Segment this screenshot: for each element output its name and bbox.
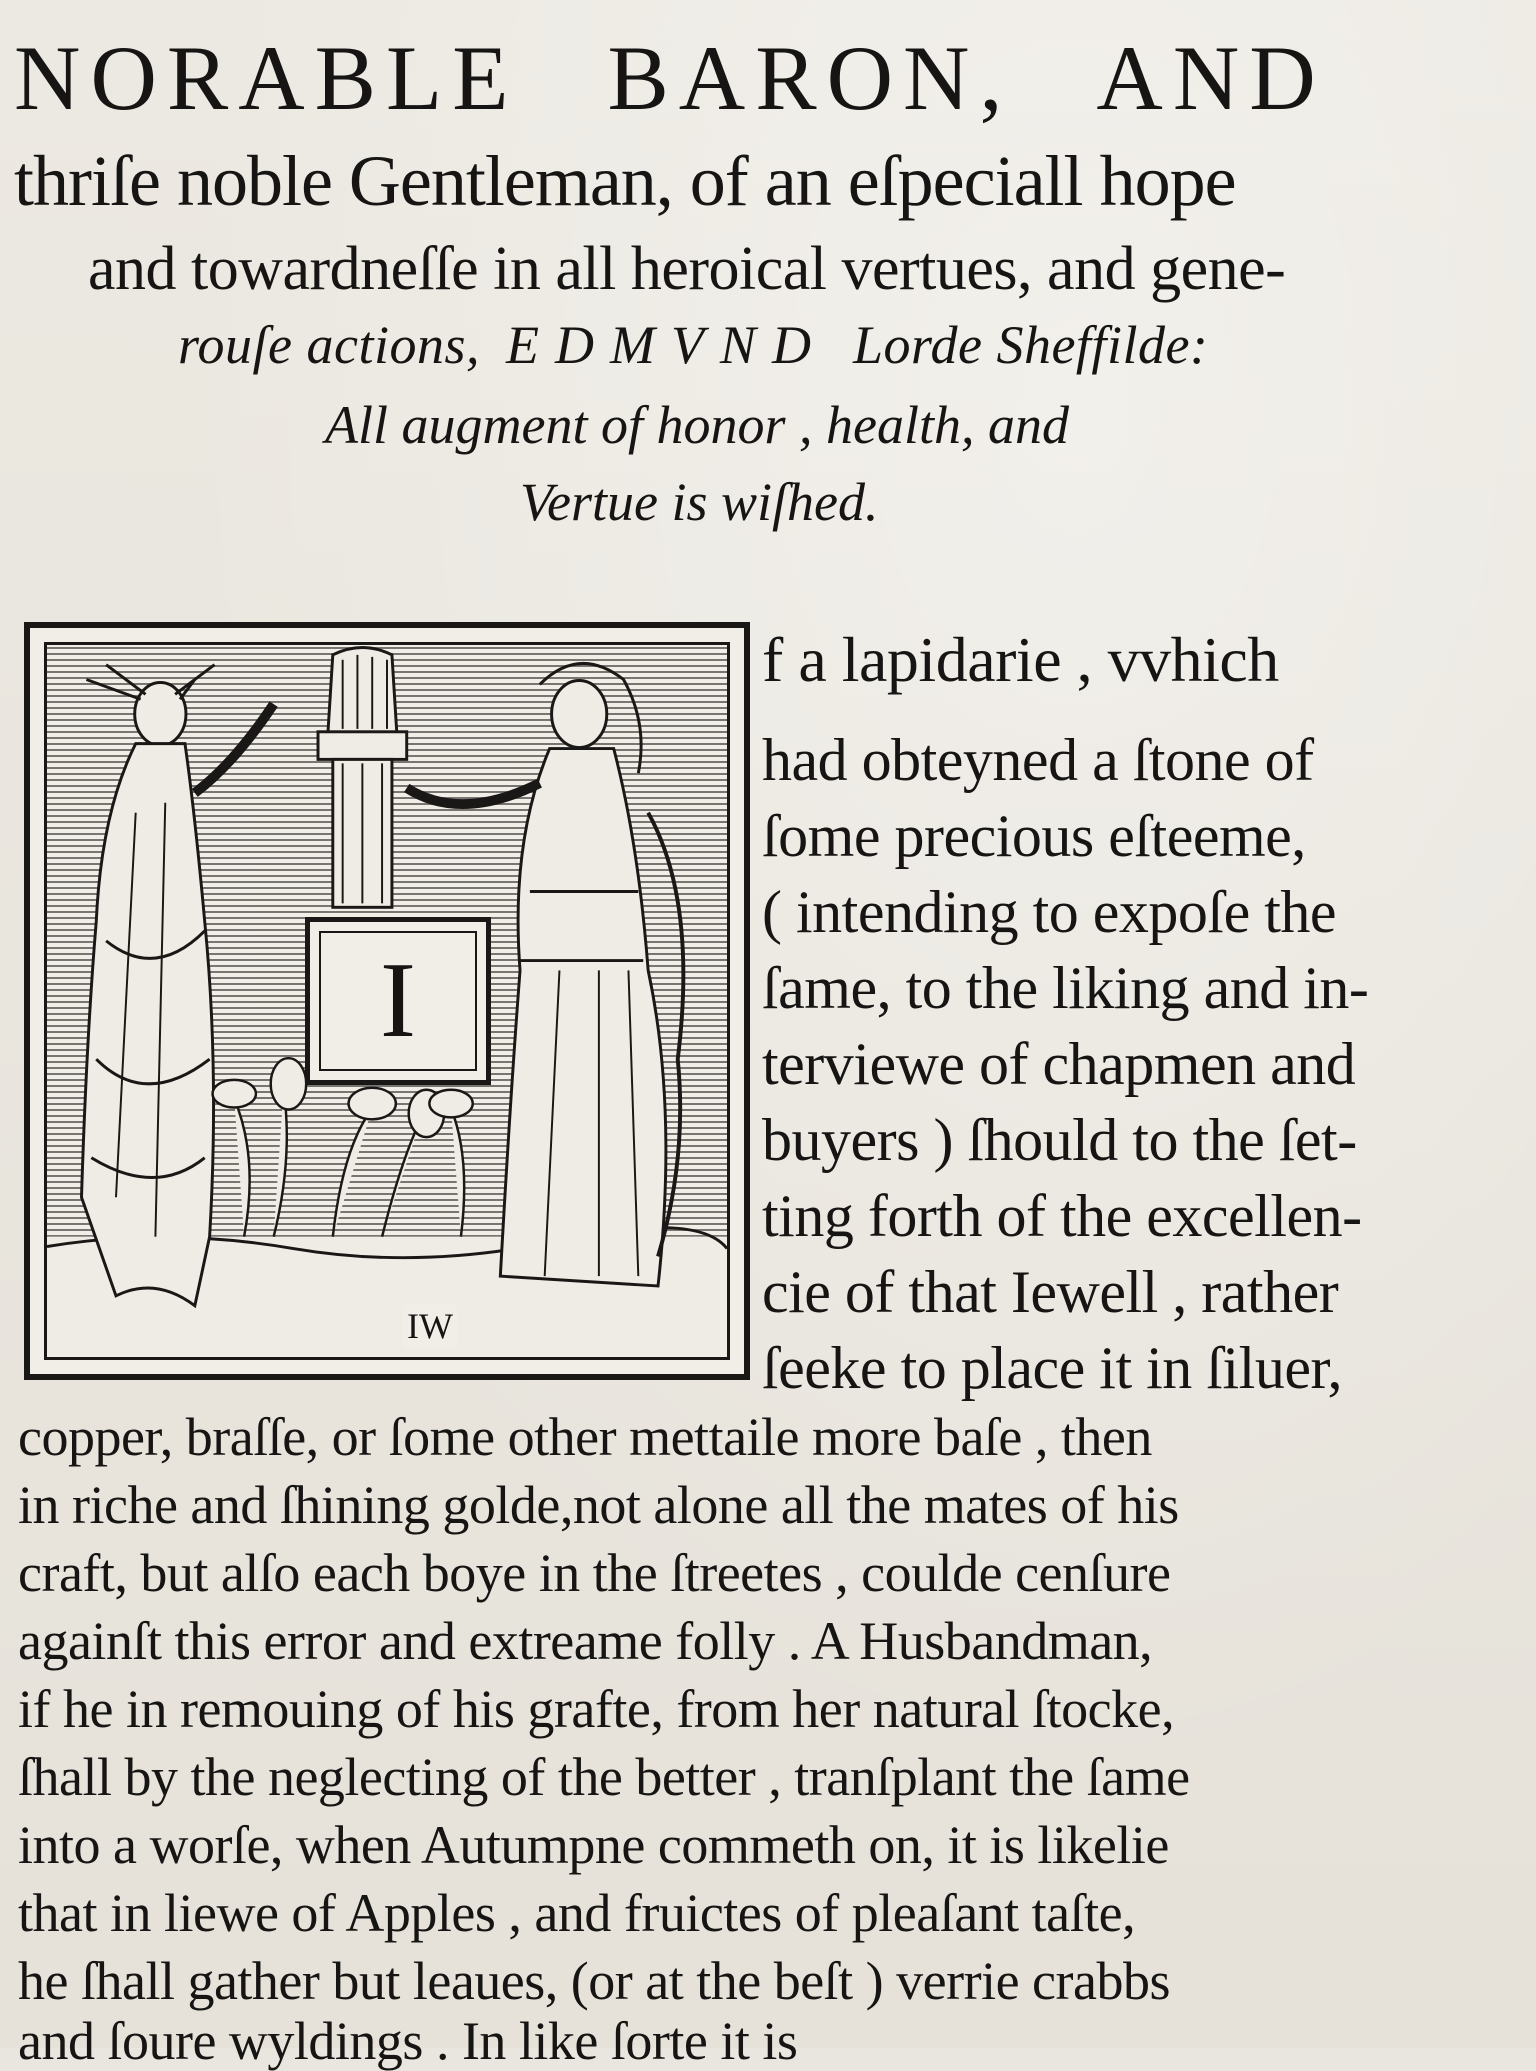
body-text-line: in riche and ſhining golde,not alone all the mates of his <box>18 1475 1179 1535</box>
body-text-line: againſt this error and extreame folly . A Husbandman, <box>18 1611 1153 1671</box>
dedication-heading-line-1: NORABLE BARON, AND <box>14 27 1326 129</box>
decorated-initial-inner-frame <box>319 931 477 1071</box>
body-text-line: copper, braſſe, or ſome other mettaile more baſe , then <box>18 1407 1152 1467</box>
wheat-sheaf <box>318 647 407 907</box>
dedication-actions-text: rouſe actions, <box>178 315 480 375</box>
body-text-line: ſome precious eſteeme, <box>762 803 1306 869</box>
body-text-line: into a worſe, when Autumpne commeth on, it is likelie <box>18 1815 1169 1875</box>
body-text-line: and ſoure wyldings . In like ſorte it is <box>18 2011 798 2071</box>
dedication-heading-line-2: thriſe noble Gentleman, of an eſpeciall hope <box>14 141 1236 221</box>
body-text-line: had obteyned a ſtone of <box>762 727 1314 793</box>
dedication-heading-line-3: and towardneſſe in all heroical vertues, and gene- <box>88 235 1286 303</box>
decorated-initial-letter: I <box>380 941 416 1060</box>
dedicatee-name: EDMVND <box>505 315 827 375</box>
body-text-line: buyers ) ſhould to the ſet- <box>762 1107 1357 1173</box>
body-text-line: f a lapidarie , vvhich <box>762 624 1279 695</box>
body-text-line: if he in remouing of his grafte, from her natural ſtocke, <box>18 1679 1175 1739</box>
body-text-line: terviewe of chapmen and <box>762 1031 1356 1097</box>
body-text-line: he ſhall gather but leaues, (or at the beſt ) verrie crabbs <box>18 1951 1170 2011</box>
body-text-line: craft, but alſo each boye in the ſtreetes , coulde cenſure <box>18 1543 1171 1603</box>
body-text-line: ( intending to expoſe the <box>762 879 1337 945</box>
body-text-line: ſame, to the liking and in- <box>762 955 1369 1021</box>
dedicatee-title: Lorde Sheffilde: <box>852 315 1209 375</box>
woodcut-illustration <box>24 622 750 1380</box>
dedication-wish-line-1: All augment of honor , health, and <box>325 395 1069 455</box>
body-text-line: ting forth of the excellen- <box>762 1183 1362 1249</box>
body-text-line: ſeeke to place it in ſiluer, <box>762 1335 1343 1401</box>
decorated-initial-frame <box>305 917 491 1085</box>
dedication-heading-line-4 <box>178 315 1209 375</box>
body-text-line: ſhall by the neglecting of the better , tranſplant the ſame <box>18 1747 1190 1807</box>
dedication-wish-line-2: Vertue is wiſhed. <box>520 472 879 532</box>
engraver-monogram: IW <box>403 1305 457 1347</box>
body-text-line: that in liewe of Apples , and fruictes of pleaſant taſte, <box>18 1883 1136 1943</box>
body-text-line: cie of that Iewell , rather <box>762 1259 1339 1325</box>
woodcut-inner-frame <box>44 642 730 1360</box>
